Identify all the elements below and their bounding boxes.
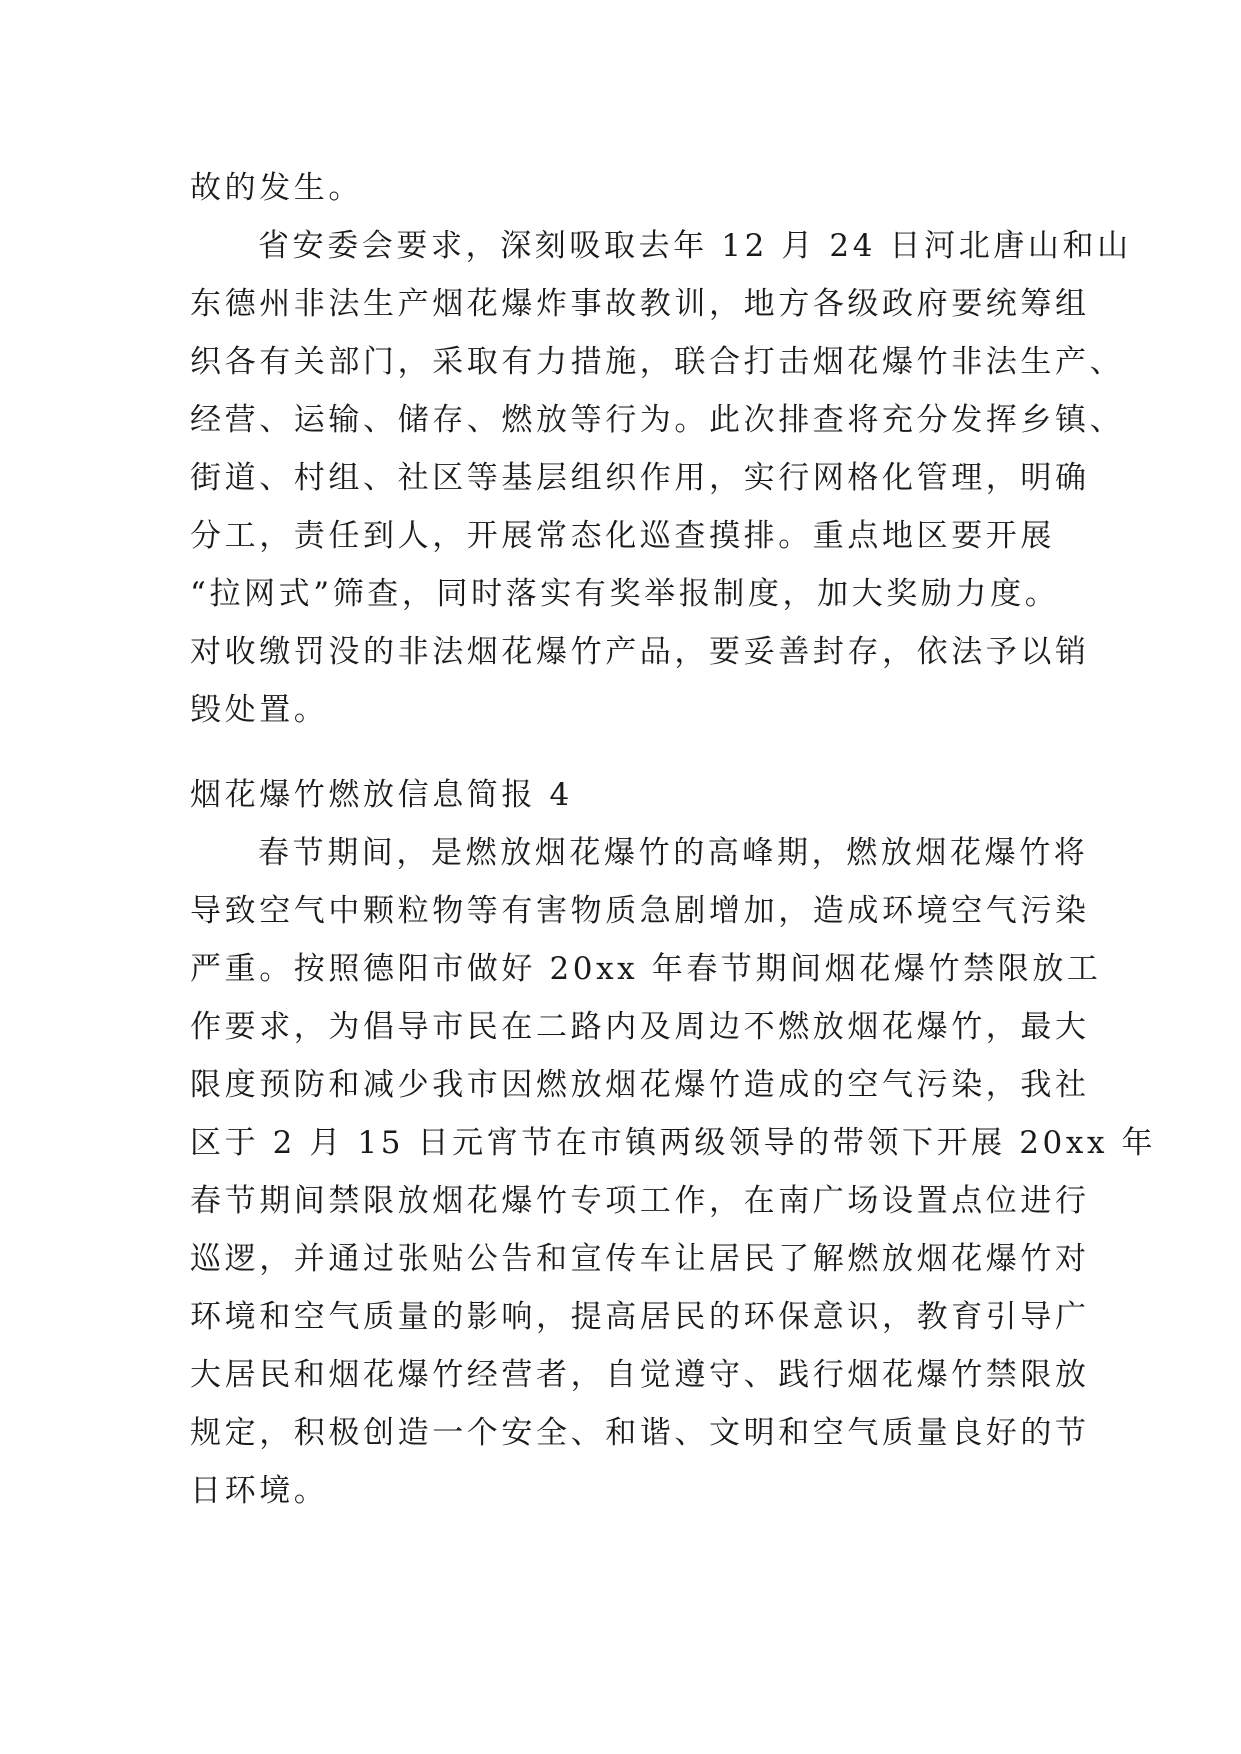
section-title-text: 烟花爆竹燃放信息简报 4 [190, 777, 573, 813]
paragraph-line: 故的发生。 [190, 170, 363, 206]
paragraph-line: 日环境。 [190, 1473, 329, 1509]
paragraph-line: 限度预防和减少我市因燃放烟花爆竹造成的空气污染，我社 [190, 1067, 1090, 1103]
paragraph-line: 大居民和烟花爆竹经营者，自觉遵守、践行烟花爆竹禁限放 [190, 1357, 1090, 1393]
paragraph-line: 分工，责任到人，开展常态化巡查摸排。重点地区要开展 [190, 518, 1055, 554]
paragraph-line: 经营、运输、储存、燃放等行为。此次排查将充分发挥乡镇、 [190, 402, 1125, 438]
paragraph-line: 春节期间，是燃放烟花爆竹的高峰期，燃放烟花爆竹将 [258, 835, 1089, 871]
paragraph-line: 规定，积极创造一个安全、和谐、文明和空气质量良好的节 [190, 1415, 1090, 1451]
paragraph-line: 导致空气中颗粒物等有害物质急剧增加，造成环境空气污染 [190, 893, 1090, 929]
paragraph-line: 作要求，为倡导市民在二路内及周边不燃放烟花爆竹，最大 [190, 1009, 1090, 1045]
paragraph-line: 织各有关部门，采取有力措施，联合打击烟花爆竹非法生产、 [190, 344, 1125, 380]
paragraph-line: 街道、村组、社区等基层组织作用，实行网格化管理，明确 [190, 460, 1090, 496]
paragraph-line: 严重。按照德阳市做好 20xx 年春节期间烟花爆竹禁限放工 [190, 951, 1102, 987]
paragraph-line: 东德州非法生产烟花爆炸事故教训，地方各级政府要统筹组 [190, 286, 1090, 322]
paragraph-line: 春节期间禁限放烟花爆竹专项工作，在南广场设置点位进行 [190, 1183, 1090, 1219]
paragraph-line: 对收缴罚没的非法烟花爆竹产品，要妥善封存，依法予以销 [190, 634, 1090, 670]
paragraph-line: “拉网式”筛查，同时落实有奖举报制度，加大奖励力度。 [190, 576, 1060, 612]
section-title [190, 766, 1052, 824]
paragraph-line: 省安委会要求，深刻吸取去年 12 月 24 日河北唐山和山 [258, 228, 1132, 264]
paragraph-line: 毁处置。 [190, 692, 329, 728]
paragraph-line: 环境和空气质量的影响，提高居民的环保意识，教育引导广 [190, 1299, 1090, 1335]
paragraph-line: 巡逻，并通过张贴公告和宣传车让居民了解燃放烟花爆竹对 [190, 1241, 1090, 1277]
paragraph-spring-festival [190, 824, 1157, 1520]
paragraph-line: 区于 2 月 15 日元宵节在市镇两级领导的带领下开展 20xx 年 [190, 1125, 1157, 1161]
fragment-paragraph [190, 159, 1052, 217]
paragraph-safety-committee [190, 217, 1132, 739]
